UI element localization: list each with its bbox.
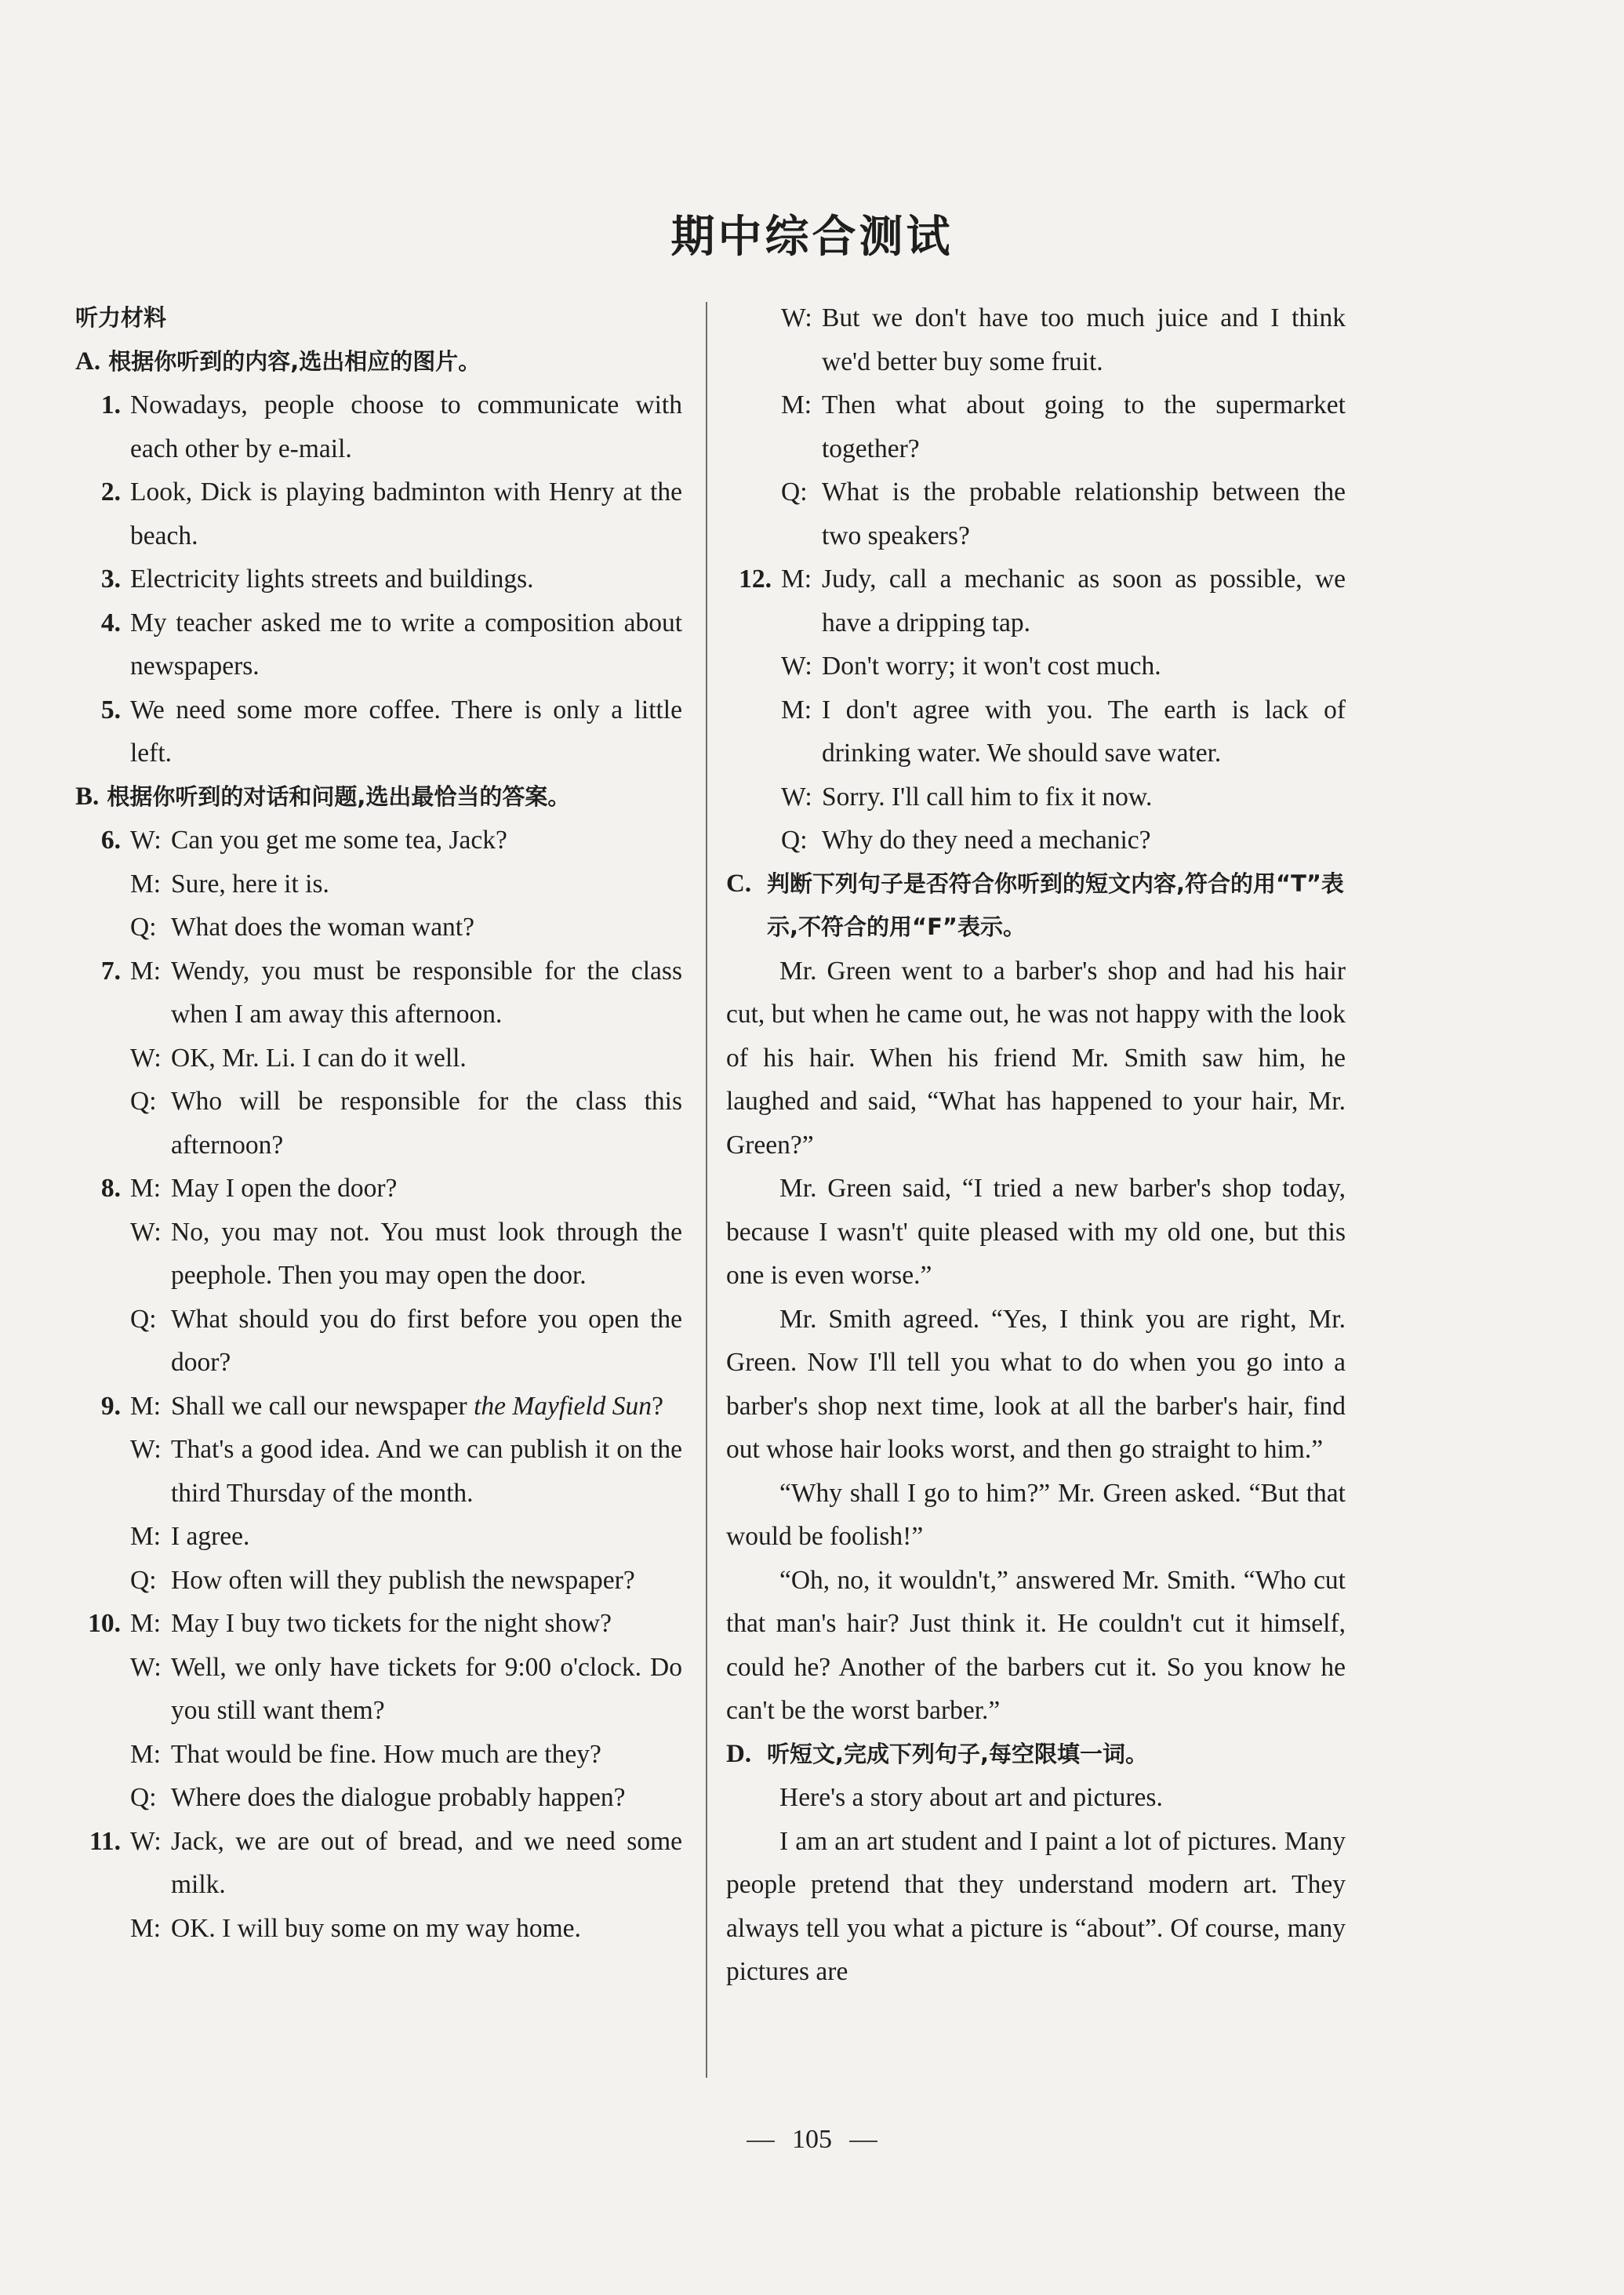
- dialogue-11-continued: W: But we don't have too much juice and I think we'd better buy some fruit. M: Then what about going to the supermarket together? Q: What is the probable relationship between the two speakers?: [781, 303, 1346, 550]
- page-number: 105: [0, 2125, 1624, 2155]
- part-d-heading: [726, 1733, 1346, 1777]
- paragraph: “Oh, no, it wouldn't,” answered Mr. Smith. “Who cut that man's hair? Just think it. He couldn't cut it himself, could he? Another of the barbers cut it. So you know he can't be the worst barber.”: [726, 1565, 1346, 1725]
- paragraph: Here's a story about art and pictures.: [779, 1783, 1163, 1812]
- part-a-instruction: 根据你听到的内容,选出相应的图片。: [108, 347, 481, 375]
- part-a-tag: A.: [75, 347, 101, 376]
- dialogue-9: 9. M: Shall we call our newspaper the Mayfield Sun? W: That's a good idea. And we can publish it on the third Thursday of the month. M: I agree. Q: How often will they publish the newspaper?: [100, 1391, 682, 1595]
- part-d-instruction: 听短文,完成下列句子,每空限填一词。: [767, 1740, 1149, 1767]
- paragraph: I am an art student and I paint a lot of pictures. Many people pretend that they understand modern art. They always tell you what a picture is “about”. Of course, many pictures are: [726, 1826, 1346, 1986]
- list-item: 4. My teacher asked me to write a composition about newspapers.: [100, 608, 682, 681]
- dash-left: [747, 2141, 775, 2142]
- list-item: 1. Nowadays, people choose to communicate with each other by e-mail.: [100, 390, 682, 463]
- dialogue-6: 6. W: Can you get me some tea, Jack? M: Sure, here it is. Q: What does the woman want?: [100, 826, 507, 942]
- list-item: 2. Look, Dick is playing badminton with Henry at the beach.: [100, 478, 682, 550]
- right-column: [726, 296, 1346, 1994]
- part-c-instruction: 判断下列句子是否符合你听到的短文内容,符合的用“T”表示,不符合的用“F”表示。: [767, 870, 1344, 940]
- part-c-heading: [726, 862, 1346, 950]
- part-b-tag: B.: [75, 782, 100, 811]
- part-c-tag: C.: [726, 869, 752, 898]
- dialogue-12: 12. M: Judy, call a mechanic as soon as possible, we have a dripping tap. W: Don't worry; it won't cost much. M: I don't agree with you. The earth is lack of drinking water. We should save water. W: Sorry. I'll call him to fix it now. Q: Why do they need a mechanic?: [739, 565, 1346, 855]
- list-item: 3. Electricity lights streets and buildings.: [100, 565, 534, 594]
- section-label: 听力材料: [75, 304, 167, 331]
- column-divider: [706, 302, 707, 2078]
- dialogue-10: 10. M: May I buy two tickets for the night show? W: Well, we only have tickets for 9:00 o'clock. Do you still want them? M: That would be fine. How much are they? Q: Where does the dialogue probably happen?: [88, 1609, 682, 1812]
- newspaper-name: the Mayfield Sun: [474, 1391, 652, 1421]
- dialogue-11: 11. W: Jack, we are out of bread, and we need some milk. M: OK. I will buy some on my way home.: [89, 1826, 682, 1943]
- paragraph: Mr. Green said, “I tried a new barber's shop today, because I wasn't' quite pleased with my old one, but this one is even worse.”: [726, 1174, 1346, 1290]
- dialogue-8: 8. M: May I open the door? W: No, you may not. You must look through the peephole. Then you may open the door. Q: What should you do first before you open the door?: [100, 1174, 682, 1377]
- page-title: 期中综合测试: [670, 212, 954, 263]
- paragraph: Mr. Green went to a barber's shop and had his hair cut, but when he came out, he was not happy with the look of his hair. When his friend Mr. Smith saw him, he laughed and said, “What has happened to your hair, Mr. Green?”: [726, 956, 1346, 1160]
- list-item: 5. We need some more coffee. There is only a little left.: [100, 695, 682, 768]
- left-column: [75, 296, 682, 1950]
- dash-right: [849, 2141, 877, 2142]
- paragraph: Mr. Smith agreed. “Yes, I think you are right, Mr. Green. Now I'll tell you what to do when you go into a barber's shop next time, look at all the barber's hair, find out whose hair looks worst, and then go straight to him.”: [726, 1304, 1346, 1464]
- paragraph: “Why shall I go to him?” Mr. Green asked. “But that would be foolish!”: [726, 1478, 1346, 1551]
- part-a-heading: [75, 340, 682, 384]
- part-b-instruction: 根据你听到的对话和问题,选出最恰当的答案。: [107, 783, 571, 810]
- part-b-heading: [75, 775, 682, 819]
- part-d-tag: D.: [726, 1739, 752, 1768]
- dialogue-7: 7. M: Wendy, you must be responsible for the class when I am away this afternoon. W: OK, Mr. Li. I can do it well. Q: Who will be responsible for the class this afternoon?: [100, 956, 682, 1160]
